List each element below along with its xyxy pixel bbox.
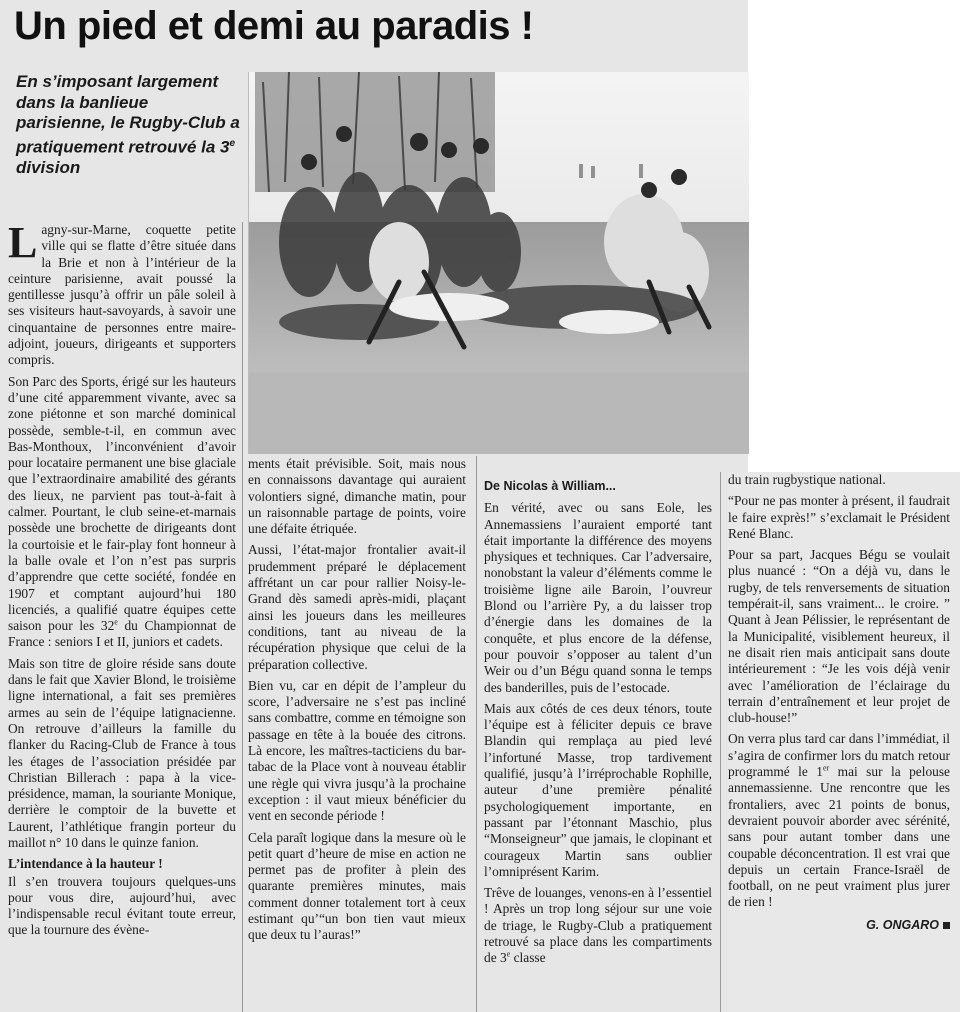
column-divider bbox=[720, 472, 721, 1012]
paragraph: Son Parc des Sports, érigé sur les hauteurs d’une cité apparemment vivante, avec sa zone piétonne et son marché dominical possède, semble-t-il, en commun avec Bas-Monthoux, l’inconvénient d’avoir pour locataire permanent une bise glaciale que l’extraordinaire amabilité des gérants des lieux, ne parvient pas tout-à-fait à calmer. Pourtant, le club seine-et-marnais possède une brochette de dirigeants dont la courtoisie et le fair-play font honneur à la balle ovale et l’on n’est pas surpris d’apprendre que cette société, fondée en 1907 et comptant aujourd’hui 180 licenciés, a qualifié quatre équipes cette saison pour les 32e du Championnat de France : seniors I et II, juniors et cadets. bbox=[8, 373, 236, 650]
paragraph: ments était prévisible. Soit, mais nous en connaissons davantage qui auraient volontiers signé, dimanche matin, pour un raisonnable partage de points, voire une défaite étriquée. bbox=[248, 456, 466, 537]
paragraph: On verra plus tard car dans l’immédiat, il s’agira de confirmer lors du match retour programmé le 1er mai sur la pelouse annemassienne. Une rencontre que les frontaliers, avec 21 points de bonus, devraient pouvoir aborder avec sérénité, sans pour autant tomber dans une coupable déconcentration. Il est vrai que depuis un certain France-Israël de football, on ne peut vraiment plus jurer de rien ! bbox=[728, 731, 950, 910]
article-column-1: Lagny-sur-Marne, coquette petite ville qui se flatte d’être située dans la Brie et non à l’intérieur de la ceinture parisienne, avait poussé la gentillesse jusqu’à offrir un pâle soleil à ses visiteurs haut-savoyards, à savoir une cinquantaine de personnes entre maire-adjoint, joueurs, dirigeants et supporters compris. Son Parc des Sports, érigé sur les hauteurs d’une cité apparemment vivante, avec sa zone piétonne et son marché dominical possède, semble-t-il, en commun avec Bas-Monthoux, l’inconvénient d’avoir pour locataire permanent une bise glaciale que l’extraordinaire amabilité des gérants des lieux, ne parvient pas tout-à-fait à calmer. Pourtant, le club seine-et-marnais possède une brochette de dirigeants dont la courtoisie et le fair-play font honneur à la balle ovale et l’on n’est pas surpris d’apprendre que cette société, fondée en 1907 et comptant aujourd’hui 180 licenciés, a qualifié quatre équipes cette saison pour les 32e du Championnat de France : seniors I et II, juniors et cadets. Mais son titre de gloire réside sans doute dans le fait que Xavier Blond, le troisième ligne international, a fait ses premières armes au sein de l’équipe latignacienne. On retrouve d’ailleurs la famille du flanker du Racing-Club de France à tous les étages de l’association présidée par Christian Billerach : papa à la vice-présidence, maman, la souriante Monique, derrière le comptoir de la buvette et Laurent, l’athlétique frangin porteur du maillot n° 10 dans le quinze fanion. L’intendance à la hauteur ! Il s’en trouvera toujours quelques-uns pour vous dire, aujourd’hui, avec l’indispensable recul évitant toute erreur, que la tournure des évène- bbox=[8, 222, 236, 938]
rugby-scrum-image bbox=[249, 72, 749, 454]
paragraph: Bien vu, car en dépit de l’ampleur du score, l’adversaire ne s’est pas incliné sans combattre, comme en témoigne son passage en tête à la bouée des citrons. Là encore, les maîtres-tacticiens du bar-tabac de la Place vont à nouveau établir une règle qui vivra jusqu’à la prochaine exception : il vaut mieux bénéficier du vent en seconde période ! bbox=[248, 677, 466, 824]
paragraph: Trêve de louanges, venons-en à l’essentiel ! Après un trop long séjour sur une voie de triage, le Rugby-Club a pratiquement retrouvé sa place dans les compartiments de 3e classe bbox=[484, 885, 712, 966]
paragraph: “Pour ne pas monter à présent, il faudrait le faire exprès!” s’exclamait le Président René Blanc. bbox=[728, 493, 950, 541]
paragraph: Aussi, l’état-major frontalier avait-il prudemment préparé le déplacement affrétant un car pour rallier Noisy-le-Grand dès samedi après-midi, plaçant ainsi les joueurs dans les meilleures conditions, tant au niveau de la récupération physique que celui de la préparation collective. bbox=[248, 542, 466, 672]
paragraph: Cela paraît logique dans la mesure où le petit quart d’heure de mise en action ne permet pas de profiter à plein des quarante premières minutes, mais comment donner totalement tort à ceux estimant qu’“un bon tien vaut mieux que deux tu l’auras!” bbox=[248, 829, 466, 943]
paragraph: Mais aux côtés de ces deux ténors, toute l’équipe est à féliciter depuis ce brave Blandin qui remplaça au pied levé l’infortuné Masse, trop tardivement qualifié, jusqu’à l’irréprochable Rophille, auteur d’une première pénalité psychologiquement importante, en passant par l’étonnant Maschio, plus “Monseigneur” que jamais, le clopinant et courageux Martin sans oublier l’omniprésent Karim. bbox=[484, 700, 712, 879]
paragraph: Il s’en trouvera toujours quelques-uns pour vous dire, aujourd’hui, avec l’indispensable recul évitant toute erreur, que la tournure des évène- bbox=[8, 873, 236, 938]
author-signature: G. ONGARO bbox=[728, 917, 950, 933]
dropcap: L bbox=[8, 222, 38, 267]
column-divider bbox=[242, 222, 243, 1012]
article-deck: En s’imposant largement dans la banlieue parisienne, le Rugby-Club a pratiquement retrouvé la 3e division bbox=[16, 72, 240, 178]
column-divider bbox=[476, 456, 477, 1012]
article-column-2 bbox=[248, 456, 466, 1012]
end-mark-icon bbox=[943, 922, 950, 929]
paragraph: Pour sa part, Jacques Bégu se voulait plus nuancé : “On a déjà vu, dans le rugby, de tels renversements de situation tempérait-il, sans vraiment... le croire. ” Quant à Jean Pélissier, le représentant de la Municipalité, visiblement heureux, il ne disait rien mais anticipait sans doute intérieurement : “Je les vois déjà venir avec l’amélioration de l’éclairage du terrain d’entraînement et leur projet de club-house!” bbox=[728, 547, 950, 726]
subheading: De Nicolas à William... bbox=[484, 479, 616, 493]
blank-background bbox=[748, 0, 960, 472]
paragraph: du train rugbystique national. bbox=[728, 472, 886, 487]
rugby-match-photo bbox=[248, 72, 749, 454]
article-headline: Un pied et demi au paradis ! bbox=[14, 4, 534, 48]
subheading: L’intendance à la hauteur ! bbox=[8, 856, 163, 872]
paragraph: En vérité, avec ou sans Eole, les Annemassiens l’auraient emporté tant était importante la différence des moyens physiques et techniques. Car l’adversaire, nonobstant la valeur d’éléments comme le troisième ligne aile Baroin, l’ouvreur Blond ou l’arrière Py, a du laisser trop d’énergie dans les domaines de la conquête, et plus encore de la défense, pour pouvoir s’opposer au talent d’un Weir ou d’un Bégu quand sonna le temps des banderilles, puis de l’estocade. bbox=[484, 500, 712, 695]
paragraph: Mais son titre de gloire réside sans doute dans le fait que Xavier Blond, le troisième ligne international, a fait ses premières armes au sein de l’équipe latignacienne. On retrouve d’ailleurs la famille du flanker du Racing-Club de France à tous les étages de l’association présidée par Christian Billerach : papa à la vice-présidence, maman, la souriante Monique, derrière le comptoir de la buvette et Laurent, l’athlétique frangin porteur du maillot n° 10 dans le quinze fanion. bbox=[8, 655, 236, 850]
article-column-3 bbox=[484, 478, 712, 1012]
article-column-4 bbox=[728, 472, 950, 1012]
